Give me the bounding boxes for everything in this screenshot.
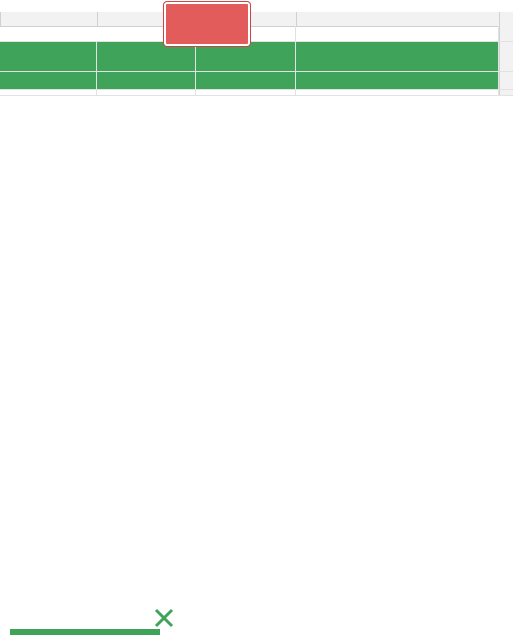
header-2016[interactable]: [196, 72, 296, 89]
empty-cell[interactable]: [196, 90, 296, 95]
title-fill: [0, 42, 97, 71]
row-number[interactable]: [499, 72, 513, 89]
header-item[interactable]: [296, 72, 499, 89]
row-1: [0, 26, 513, 42]
table-header-row: [0, 72, 513, 90]
row-5: [0, 90, 513, 96]
row-number[interactable]: [499, 90, 513, 95]
excel-expert-logo: [6, 608, 176, 638]
empty-cell[interactable]: [97, 90, 196, 95]
header-2015[interactable]: [97, 72, 196, 89]
empty-cell[interactable]: [0, 90, 97, 95]
column-header-bar: [0, 12, 513, 27]
empty-cell[interactable]: [296, 90, 499, 95]
select-all-corner[interactable]: [499, 12, 513, 26]
title-fill: [97, 42, 196, 71]
title-row: [0, 42, 513, 72]
header-rate[interactable]: [0, 72, 97, 89]
row-number[interactable]: [499, 26, 513, 41]
column-header-d[interactable]: [0, 12, 97, 26]
company-cell[interactable]: [296, 26, 499, 41]
row-number[interactable]: [499, 42, 513, 71]
figure-callout: [164, 2, 250, 46]
title-fill: [296, 42, 499, 71]
column-header-a[interactable]: [296, 12, 499, 26]
title-fill: [196, 42, 296, 71]
